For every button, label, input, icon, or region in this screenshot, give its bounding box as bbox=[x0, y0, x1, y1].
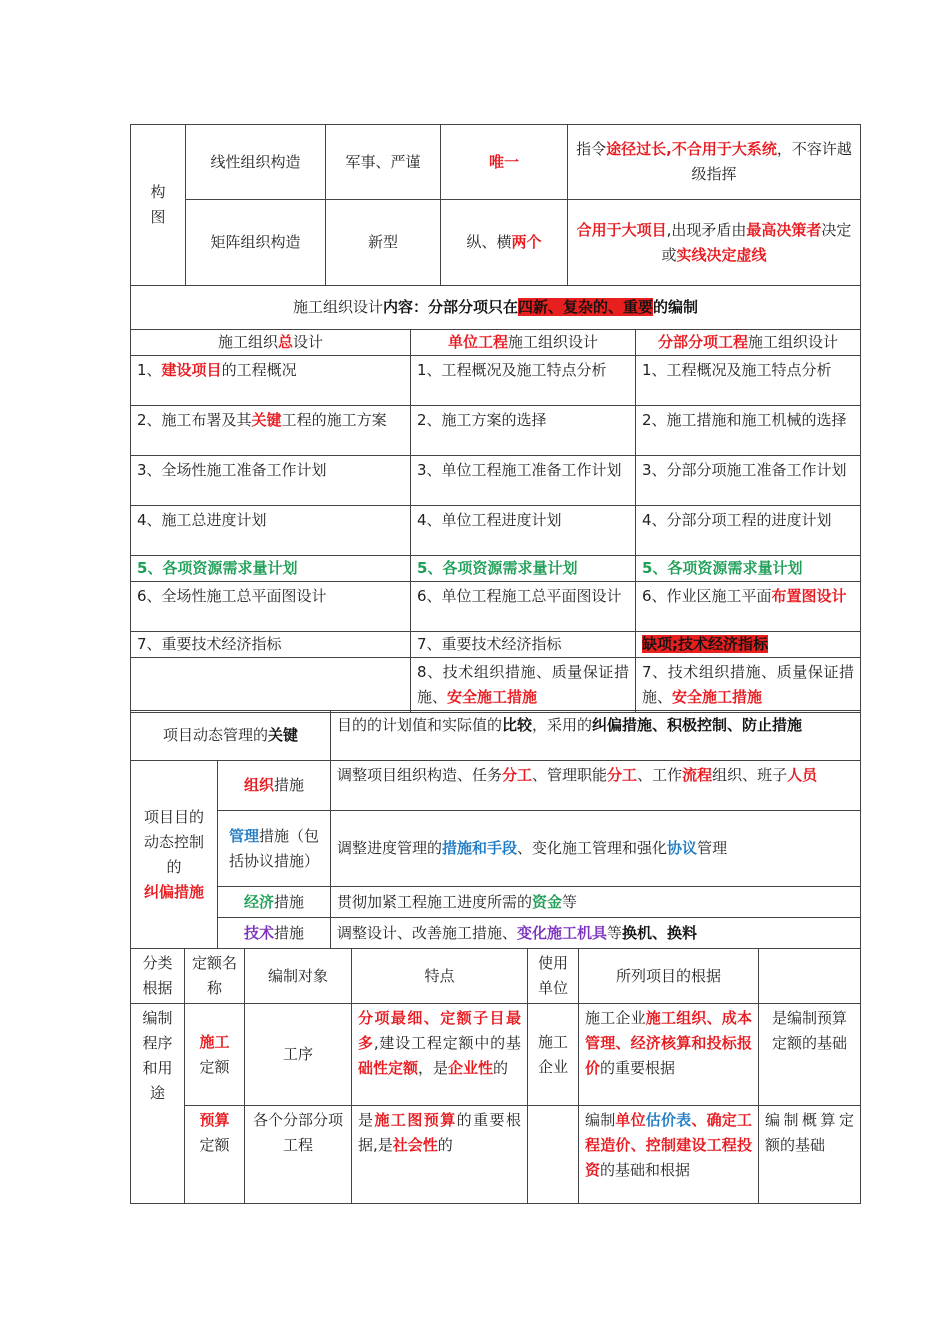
unit-item-7: 7、重要技术经济指标 bbox=[411, 632, 636, 658]
construction-quota-object: 工序 bbox=[245, 1004, 352, 1106]
economic-measure-value: 贯彻加紧工程施工进度所需的资金等 bbox=[331, 887, 861, 918]
budget-quota-unit bbox=[528, 1106, 579, 1204]
subitem-item-1: 1、工程概况及施工特点分析 bbox=[636, 356, 861, 406]
header-empty bbox=[759, 949, 861, 1004]
general-item-7: 7、重要技术经济指标 bbox=[131, 632, 411, 658]
col-header-general-design: 施工组织总设计 bbox=[131, 330, 411, 356]
unit-item-3: 3、单位工程施工准备工作计划 bbox=[411, 456, 636, 506]
col-header-subitem-design: 分部分项工程施工组织设计 bbox=[636, 330, 861, 356]
unit-item-6: 6、单位工程施工总平面图设计 bbox=[411, 582, 636, 632]
construction-quota-features: 分项最细、定额子目最多,建设工程定额中的基础性定额，是企业性的 bbox=[352, 1004, 528, 1106]
linear-structure-note: 指令途径过长,不合用于大系统，不容许越级指挥 bbox=[568, 125, 861, 200]
unit-item-2: 2、施工方案的选择 bbox=[411, 406, 636, 456]
dynamic-key-value: 目的的计划值和实际值的比较，采用的纠偏措施、积极控制、防止措施 bbox=[331, 711, 861, 761]
classification-side: 编制程序和用途 bbox=[131, 1004, 185, 1204]
technical-measure-label: 技术措施 bbox=[218, 918, 331, 949]
general-item-empty bbox=[131, 658, 411, 713]
header-user-unit: 使用单位 bbox=[528, 949, 579, 1004]
management-measure-label: 管理措施（包括协议措施） bbox=[218, 811, 331, 887]
budget-quota-features: 是施工图预算的重要根据,是社会性的 bbox=[352, 1106, 528, 1204]
subitem-item-7: 7、技术组织措施、质量保证措施、安全施工措施 bbox=[636, 658, 861, 713]
budget-quota-role: 编制概算定额的基础 bbox=[759, 1106, 861, 1204]
dynamic-control-table bbox=[130, 710, 861, 949]
general-item-2: 2、施工布署及其关键工程的施工方案 bbox=[131, 406, 411, 456]
linear-structure-trait: 军事、严谨 bbox=[326, 125, 441, 200]
col-header-unit-design: 单位工程施工组织设计 bbox=[411, 330, 636, 356]
linear-structure-command: 唯一 bbox=[441, 125, 568, 200]
control-measures-side: 项目目的动态控制的 纠偏措施 bbox=[131, 761, 218, 949]
matrix-structure-note: 合用于大项目,出现矛盾由最高决策者决定或实线决定虚线 bbox=[568, 200, 861, 286]
header-quota-name: 定额名称 bbox=[185, 949, 245, 1004]
header-item-basis: 所列项目的根据 bbox=[579, 949, 759, 1004]
general-item-3: 3、全场性施工准备工作计划 bbox=[131, 456, 411, 506]
dynamic-key-label: 项目动态管理的关键 bbox=[131, 711, 331, 761]
construction-quota-basis: 施工企业施工组织、成本管理、经济核算和投标报价的重要根据 bbox=[579, 1004, 759, 1106]
general-item-6: 6、全场性施工总平面图设计 bbox=[131, 582, 411, 632]
org-structure-table bbox=[130, 124, 861, 286]
unit-item-5: 5、各项资源需求量计划 bbox=[411, 556, 636, 582]
matrix-structure-command: 纵、横两个 bbox=[441, 200, 568, 286]
general-item-4: 4、施工总进度计划 bbox=[131, 506, 411, 556]
structure-side-label: 构 图 bbox=[131, 125, 186, 286]
subitem-item-2: 2、施工措施和施工机械的选择 bbox=[636, 406, 861, 456]
organization-measure-label: 组织措施 bbox=[218, 761, 331, 811]
subitem-item-4: 4、分部分项工程的进度计划 bbox=[636, 506, 861, 556]
subitem-item-6: 6、作业区施工平面布置图设计 bbox=[636, 582, 861, 632]
organization-measure-value: 调整项目组织构造、任务分工、管理职能分工、工作流程组织、班子人员 bbox=[331, 761, 861, 811]
design-content-title: 施工组织设计内容：分部分项只在四新、复杂的、重要的编制 bbox=[131, 286, 861, 330]
construction-quota-role: 是编制预算定额的基础 bbox=[759, 1004, 861, 1106]
budget-quota-name: 预算 定额 bbox=[185, 1106, 245, 1204]
economic-measure-label: 经济措施 bbox=[218, 887, 331, 918]
construction-quota-unit: 施工企业 bbox=[528, 1004, 579, 1106]
subitem-missing-item: 缺项;技术经济指标 bbox=[636, 632, 861, 658]
linear-structure-name: 线性组织构造 bbox=[186, 125, 326, 200]
quota-classification-table bbox=[130, 948, 861, 1204]
subitem-item-3: 3、分部分项施工准备工作计划 bbox=[636, 456, 861, 506]
matrix-structure-trait: 新型 bbox=[326, 200, 441, 286]
construction-design-table bbox=[130, 285, 861, 713]
unit-item-8: 8、技术组织措施、质量保证措施、安全施工措施 bbox=[411, 658, 636, 713]
unit-item-1: 1、工程概况及施工特点分析 bbox=[411, 356, 636, 406]
general-item-1: 1、建设项目的工程概况 bbox=[131, 356, 411, 406]
construction-quota-name: 施工 定额 bbox=[185, 1004, 245, 1106]
budget-quota-basis: 编制单位估价表、确定工程造价、控制建设工程投资的基础和根据 bbox=[579, 1106, 759, 1204]
management-measure-value: 调整进度管理的措施和手段、变化施工管理和强化协议管理 bbox=[331, 811, 861, 887]
unit-item-4: 4、单位工程进度计划 bbox=[411, 506, 636, 556]
budget-quota-object: 各个分部分项工程 bbox=[245, 1106, 352, 1204]
header-features: 特点 bbox=[352, 949, 528, 1004]
matrix-structure-name: 矩阵组织构造 bbox=[186, 200, 326, 286]
technical-measure-value: 调整设计、改善施工措施、变化施工机具等换机、换料 bbox=[331, 918, 861, 949]
header-classification-basis: 分类根据 bbox=[131, 949, 185, 1004]
general-item-5: 5、各项资源需求量计划 bbox=[131, 556, 411, 582]
subitem-item-5: 5、各项资源需求量计划 bbox=[636, 556, 861, 582]
header-compile-object: 编制对象 bbox=[245, 949, 352, 1004]
